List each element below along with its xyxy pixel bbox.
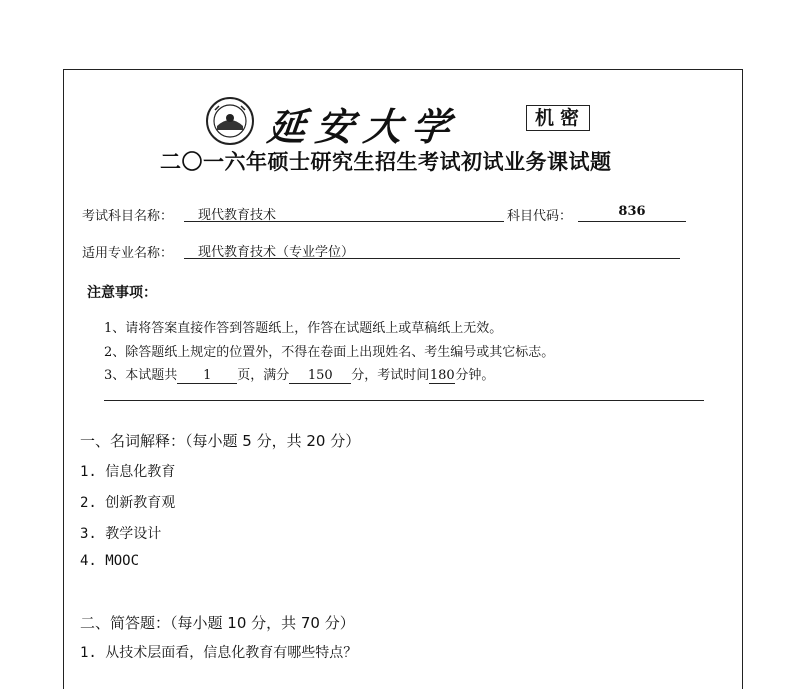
divider [104,400,704,401]
notes-heading: 注意事项： [87,285,157,301]
section-1-item: 1. 信息化教育 [80,464,176,480]
university-seal-icon [205,96,255,146]
university-name: 延安大学 [265,104,463,149]
section-1-heading: 一、名词解释：（每小题 5 分，共 20 分） [80,432,361,450]
full-score: 150 [289,368,351,384]
section-2-item: 1. 从技术层面看，信息化教育有哪些特点？ [80,645,358,661]
section-1-item: 3. 教学设计 [80,526,162,542]
note-3: 3、本试题共 1 页，满分 150 分，考试时间180分钟。 [104,368,495,383]
subject-value-line [184,204,504,222]
subject-value: 现代教育技术 [198,208,277,223]
major-value-line [184,241,680,259]
code-label: 科目代码： [507,209,573,224]
section-1-item: 4. MOOC [80,553,140,569]
code-value: 836 [578,204,686,222]
confidential-stamp: 机密 [526,105,590,131]
exam-title: 二〇一六年硕士研究生招生考试初试业务课试题 [160,150,612,174]
major-label: 适用专业名称： [82,246,174,261]
note-2: 2、除答题纸上规定的位置外，不得在卷面上出现姓名、考生编号或其它标志。 [104,345,555,360]
exam-minutes: 180 [429,368,455,383]
section-1-item: 2. 创新教育观 [80,495,176,511]
section-2-heading: 二、简答题：（每小题 10 分，共 70 分） [80,614,355,632]
page-count: 1 [177,368,237,384]
note-1: 1、请将答案直接作答到答题纸上，作答在试题纸上或草稿纸上无效。 [104,321,503,336]
major-value: 现代教育技术（专业学位） [198,245,355,260]
subject-label: 考试科目名称： [82,209,174,224]
